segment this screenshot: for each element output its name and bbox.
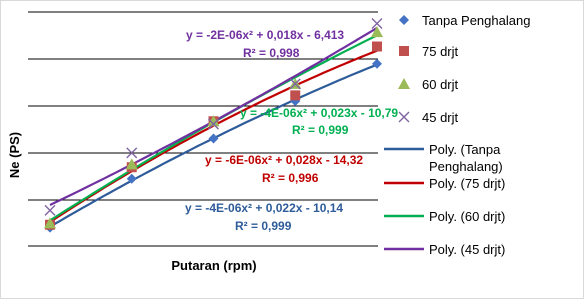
legend-fit-label-1: Poly. (75 drjt) (429, 176, 506, 191)
legend (384, 13, 530, 257)
trendline-r2-2: R² = 0,999 (292, 123, 349, 137)
trendline-r2-0: R² = 0,999 (235, 219, 292, 233)
point-1-4 (372, 42, 382, 52)
y-axis-title: Ne (PS) (7, 131, 22, 179)
point-1-3 (290, 90, 300, 100)
legend-label-1: 75 drjt (422, 44, 459, 59)
point-0-4 (372, 59, 382, 69)
point-3-0 (45, 205, 55, 215)
trendline-equation-2: y = -4E-06x² + 0,023x - 10,79 (240, 106, 399, 120)
legend-fit-label-line-1: Poly. (Tanpa (429, 142, 501, 157)
legend-fit-label-0 (429, 142, 503, 174)
trendline-equation-1: y = -6E-06x² + 0,028x - 14,32 (205, 153, 364, 167)
legend-label-2: 60 drjt (422, 77, 459, 92)
legend-label-0: Tanpa Penghalang (422, 13, 531, 28)
trendline-r2-3: R² = 0,998 (243, 46, 300, 60)
legend-marker-3 (399, 112, 409, 122)
legend-marker-1 (399, 46, 409, 56)
legend-marker-0 (399, 15, 409, 25)
legend-fit-label-line-2: Penghalang) (429, 159, 503, 174)
trendline-r2-1: R² = 0,996 (262, 171, 319, 185)
legend-marker-2 (398, 78, 410, 89)
legend-fit-label-2: Poly. (60 drjt) (429, 209, 506, 224)
trendline-equation-3: y = -2E-06x² + 0,018x - 6,413 (186, 28, 345, 42)
trendline-equation-0: y = -4E-06x² + 0,022x - 10,14 (185, 201, 344, 215)
point-0-2 (209, 134, 219, 144)
x-axis-title: Putaran (rpm) (171, 258, 257, 273)
legend-label-3: 45 drjt (422, 110, 459, 125)
legend-fit-label-3: Poly. (45 drjt) (429, 242, 506, 257)
